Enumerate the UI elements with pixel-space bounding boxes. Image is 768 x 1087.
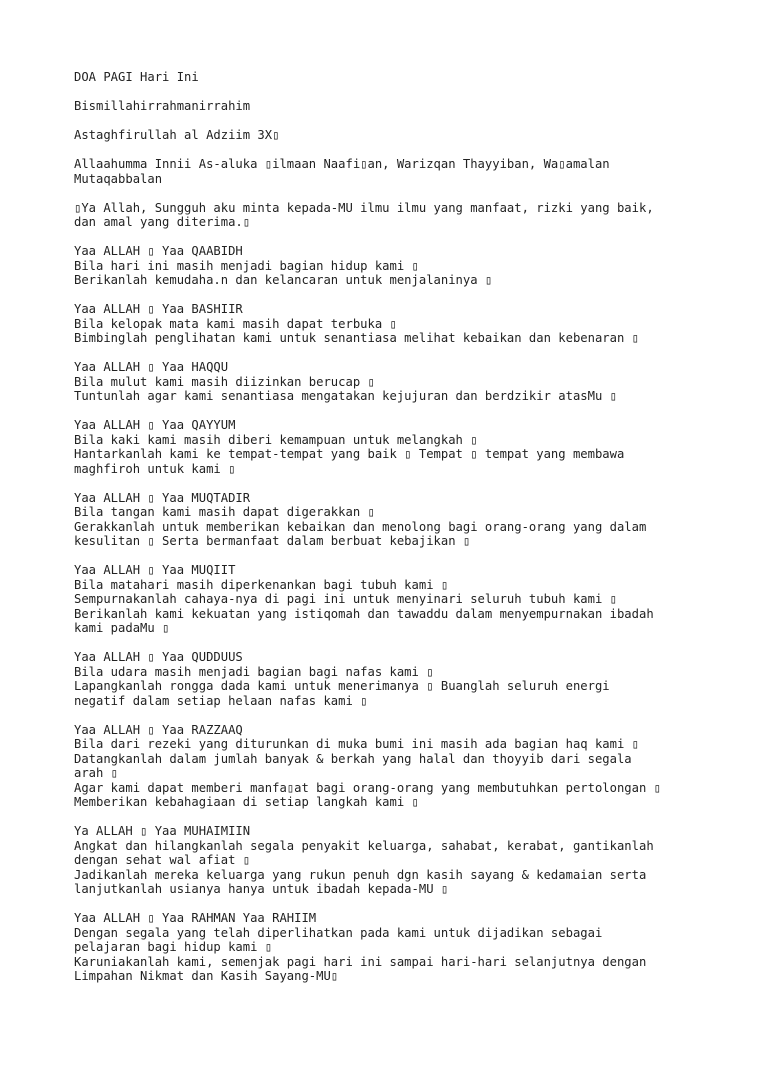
text-line: Bila udara masih menjadi bagian bagi nafas kami ▯ [74, 664, 434, 679]
text-line: Sempurnakanlah cahaya-nya di pagi ini untuk menyinari seluruh tubuh kami ▯ [74, 592, 617, 606]
text-line: Memberikan kebahagiaan di setiap langkah kami ▯ [74, 795, 419, 809]
document-body [74, 70, 728, 984]
text-line: Yaa ALLAH ▯ Yaa QAYYUM [74, 418, 236, 432]
text-line: Bimbinglah penglihatan kami untuk senantiasa melihat kebaikan dan kebenaran ▯ [74, 331, 639, 345]
text-line: DOA PAGI Hari Ini [74, 70, 199, 84]
paragraph [74, 650, 728, 708]
text-line: Tuntunlah agar kami senantiasa mengatakan kejujuran dan berdzikir atasMu ▯ [74, 389, 617, 403]
paragraph [74, 70, 728, 85]
text-line: Bila matahari masih diperkenankan bagi tubuh kami ▯ [74, 577, 449, 592]
paragraph [74, 723, 728, 810]
text-line: Ya ALLAH ▯ Yaa MUHAIMIIN [74, 824, 251, 838]
text-line: Lapangkanlah rongga dada kami untuk menerimanya ▯ Buanglah seluruh energi [74, 679, 610, 693]
text-line: Bila tangan kami masih dapat digerakkan ▯ [74, 505, 375, 519]
text-line: Angkat dan hilangkanlah segala penyakit keluarga, sahabat, kerabat, gantikanlah [74, 838, 654, 853]
text-line: Yaa ALLAH ▯ Yaa QUDDUUS [74, 650, 243, 664]
text-line: Karuniakanlah kami, semenjak pagi hari ini sampai hari-hari selanjutnya dengan [74, 954, 647, 969]
text-line: Jadikanlah mereka keluarga yang rukun penuh dgn kasih sayang & kedamaian serta [74, 867, 647, 882]
paragraph [74, 128, 728, 143]
text-line: kesulitan ▯ Serta bermanfaat dalam berbuat kebajikan ▯ [74, 534, 471, 548]
text-line: Bila kelopak mata kami masih dapat terbuka ▯ [74, 316, 397, 331]
paragraph [74, 302, 728, 346]
text-line: maghfiroh untuk kami ▯ [74, 461, 236, 476]
paragraph [74, 99, 728, 114]
paragraph [74, 824, 728, 897]
text-line: Yaa ALLAH ▯ Yaa QAABIDH [74, 244, 243, 258]
paragraph [74, 418, 728, 476]
paragraph [74, 491, 728, 549]
text-line: Dengan segala yang telah diperlihatkan pada kami untuk dijadikan sebagai [74, 925, 603, 940]
paragraph [74, 360, 728, 404]
paragraph [74, 201, 728, 230]
text-line: Yaa ALLAH ▯ Yaa MUQTADIR [74, 490, 251, 505]
text-line: dengan sehat wal afiat ▯ [74, 853, 251, 867]
text-line: Bila hari ini masih menjadi bagian hidup kami ▯ [74, 258, 419, 273]
text-line: dan amal yang diterima.▯ [74, 215, 251, 229]
text-line: Berikanlah kami kekuatan yang istiqomah dan tawaddu dalam menyempurnakan ibadah [74, 606, 654, 621]
text-line: Yaa ALLAH ▯ Yaa HAQQU [74, 360, 229, 374]
text-line: Yaa ALLAH ▯ Yaa RAZZAAQ [74, 722, 243, 737]
text-line: Agar kami dapat memberi manfa▯at bagi orang-orang yang membutuhkan pertolongan ▯ [74, 780, 661, 795]
text-line: Bila kaki kami masih diberi kemampuan untuk melangkah ▯ [74, 432, 478, 447]
text-line: Bismillahirrahmanirrahim [74, 99, 251, 113]
text-line: negatif dalam setiap helaan nafas kami ▯ [74, 693, 368, 708]
text-line: Astaghfirullah al Adziim 3X▯ [74, 128, 280, 142]
text-line: Mutaqabbalan [74, 171, 163, 186]
text-line: pelajaran bagi hidup kami ▯ [74, 940, 273, 954]
text-line: Bila mulut kami masih diizinkan berucap ▯ [74, 374, 375, 389]
text-line: Bila dari rezeki yang diturunkan di muka bumi ini masih ada bagian haq kami ▯ [74, 737, 639, 751]
text-line: Gerakkanlah untuk memberikan kebaikan dan menolong bagi orang-orang yang dalam [74, 519, 647, 534]
text-line: lanjutkanlah usianya hanya untuk ibadah kepada-MU ▯ [74, 882, 449, 896]
text-line: Allaahumma Innii As-aluka ▯ilmaan Naafi▯an, Warizqan Thayyiban, Wa▯amalan [74, 157, 610, 171]
paragraph [74, 563, 728, 636]
paragraph [74, 911, 728, 984]
text-line: kami padaMu ▯ [74, 621, 170, 635]
text-line: Berikanlah kemudaha.n dan kelancaran untuk menjalaninya ▯ [74, 273, 493, 287]
text-line: arah ▯ [74, 766, 119, 780]
text-line: ▯Ya Allah, Sungguh aku minta kepada-MU ilmu ilmu yang manfaat, rizki yang baik, [74, 200, 654, 215]
text-line: Limpahan Nikmat dan Kasih Sayang-MU▯ [74, 969, 339, 983]
paragraph [74, 157, 728, 186]
text-line: Yaa ALLAH ▯ Yaa BASHIIR [74, 302, 243, 316]
text-line: Yaa ALLAH ▯ Yaa MUQIIT [74, 563, 236, 577]
text-line: Datangkanlah dalam jumlah banyak & berkah yang halal dan thoyyib dari segala [74, 751, 632, 766]
paragraph [74, 244, 728, 288]
text-line: Hantarkanlah kami ke tempat-tempat yang baik ▯ Tempat ▯ tempat yang membawa [74, 447, 625, 461]
text-line: Yaa ALLAH ▯ Yaa RAHMAN Yaa RAHIIM [74, 911, 317, 925]
